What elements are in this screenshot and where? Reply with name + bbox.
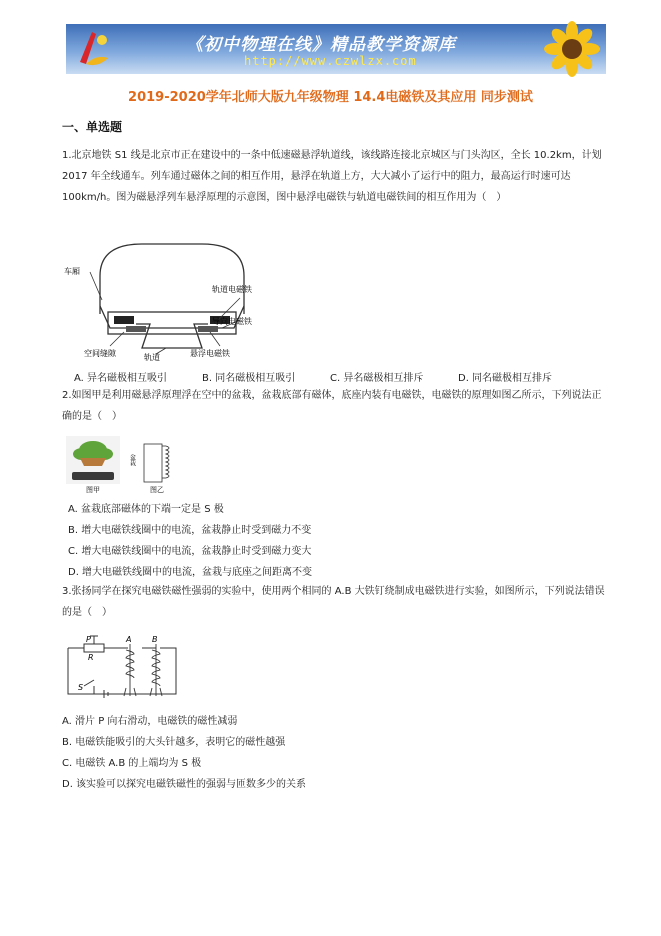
q3-option-a[interactable]: A. 滑片 P 向右滑动，电磁铁的磁性减弱 [62, 716, 238, 727]
label-levitation-magnet: 悬浮电磁铁 [190, 349, 230, 358]
label-a: A [126, 635, 132, 644]
label-guide-magnet: 导向电磁铁 [212, 317, 252, 326]
label-p: P [86, 635, 91, 644]
q2-option-a[interactable]: A. 盆栽底部磁体的下端一定是 S 极 [68, 504, 224, 515]
q1-option-a[interactable]: A. 异名磁极相互吸引 [74, 373, 168, 384]
question-1-text: 1.北京地铁 S1 线是北京市正在建设中的一条中低速磁悬浮轨道线，该线路连接北京城区与门头沟区，全长 10.2km，计划 2017 年全线通车。列车通过磁体之间的相互作用，悬浮在轨道上方，大大减小了运行中的阻力，最高运行时速可达 100km/h。图为磁悬浮列车悬浮原理的示意图，图中悬浮电磁铁与轨道电磁铁间的相互作用为（ ） [62, 150, 602, 203]
site-logo-icon [72, 28, 114, 70]
section-heading: 一、单选题 [62, 120, 123, 134]
q2-option-c[interactable]: C. 增大电磁铁线圈中的电流，盆栽静止时受到磁力变大 [68, 546, 312, 557]
sunflower-icon [538, 20, 606, 78]
electromagnet-circuit-figure [128, 436, 190, 494]
label-b: B [152, 635, 158, 644]
label-s: S [78, 683, 84, 692]
two-electromagnets-circuit [64, 632, 192, 706]
header-banner [66, 24, 606, 74]
label-car: 车厢 [64, 267, 80, 276]
q1-option-d[interactable]: D. 同名磁极相互排斥 [458, 373, 553, 384]
q3-option-c[interactable]: C. 电磁铁 A.B 的上端均为 S 极 [62, 758, 202, 769]
question-3-text: 3.张扬同学在探究电磁铁磁性强弱的实验中，使用两个相同的 A.B 大铁钉绕制成电磁铁进行实验，如图所示，下列说法错误的是（ ） [62, 586, 605, 618]
q2-option-b[interactable]: B. 增大电磁铁线圈中的电流，盆栽静止时受到磁力不变 [68, 525, 312, 536]
fig-b-caption: 图乙 [150, 486, 164, 494]
q2-option-d[interactable]: D. 增大电磁铁线圈中的电流，盆栽与底座之间距离不变 [68, 567, 313, 578]
banner-title: 《初中物理在线》精品教学资源库 [186, 35, 456, 55]
q3-option-b[interactable]: B. 电磁铁能吸引的大头针越多，表明它的磁性越强 [62, 737, 286, 748]
label-track-magnet: 轨道电磁铁 [212, 285, 252, 294]
maglev-diagram [62, 236, 282, 366]
potted-plant-figure [66, 436, 120, 494]
question-2-text: 2.如图甲是利用磁悬浮原理浮在空中的盆栽，盆栽底部有磁体，底座内装有电磁铁，电磁铁的原理如图乙所示，下列说法正确的是（ ） [62, 390, 602, 422]
banner-url[interactable]: http://www.czwlzx.com [244, 54, 417, 68]
fig-a-caption: 图甲 [86, 486, 100, 494]
label-gap: 空间缝隙 [84, 349, 116, 358]
fig-b-side-label: 盆栽 [128, 454, 136, 466]
q3-option-d[interactable]: D. 该实验可以探究电磁铁磁性的强弱与匝数多少的关系 [62, 779, 307, 790]
label-track: 轨道 [144, 353, 160, 362]
q1-option-c[interactable]: C. 异名磁极相互排斥 [330, 373, 424, 384]
document-title: 2019-2020学年北师大版九年级物理 14.4电磁铁及其应用 同步测试 [128, 90, 533, 105]
label-r: R [88, 653, 94, 662]
q1-option-b[interactable]: B. 同名磁极相互吸引 [202, 373, 296, 384]
